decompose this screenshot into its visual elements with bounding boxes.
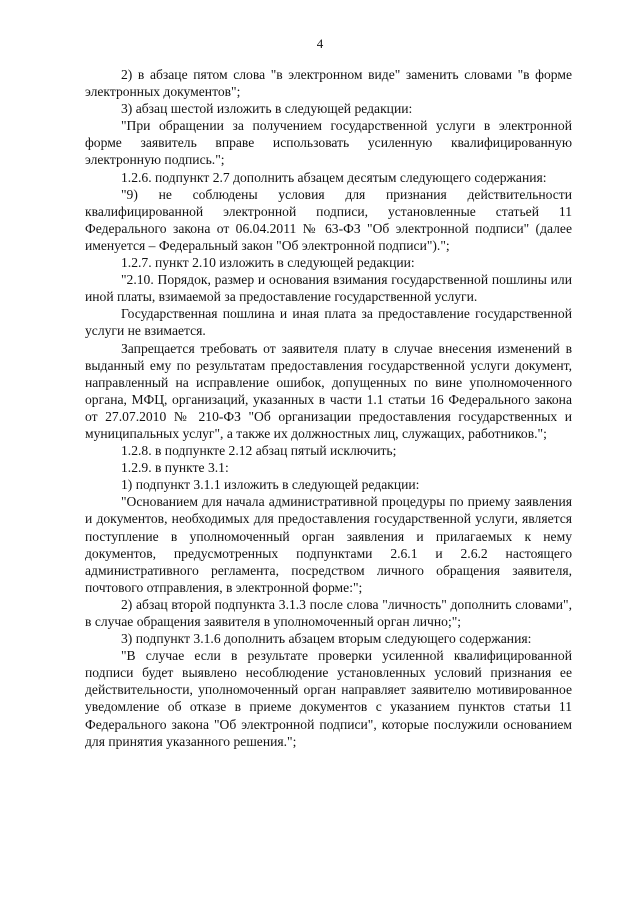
document-body	[85, 66, 572, 750]
paragraph: "В случае если в результате проверки усиленной квалифицированной подписи будет выявлено несоблюдение установленных условий признания ее действительности, уполномоченный орган направляет заявителю мотивированное уведомление об отказе в приеме документов с указанием пунктов статьи 11 Федерального закона "Об электронной подписи", которые послужили основанием для принятия указанного решения.";	[85, 648, 572, 749]
paragraph: 3) абзац шестой изложить в следующей редакции:	[121, 101, 413, 117]
paragraph: 2) в абзаце пятом слова "в электронном виде" заменить словами "в форме электронных документов";	[85, 67, 572, 100]
paragraph: 3) подпункт 3.1.6 дополнить абзацем вторым следующего содержания:	[121, 631, 532, 647]
paragraph: 1.2.9. в пункте 3.1:	[121, 460, 229, 476]
page-number: 4	[316, 36, 324, 51]
paragraph: "2.10. Порядок, размер и основания взимания государственной пошлины или иной платы, взимаемой за предоставление государственной услуги.	[85, 272, 572, 305]
paragraph: 1.2.7. пункт 2.10 изложить в следующей редакции:	[121, 255, 415, 271]
paragraph: "При обращении за получением государственной услуги в электронной форме заявитель вправе использовать усиленную квалифицированную электронную подпись.";	[85, 118, 572, 168]
paragraph: 1.2.6. подпункт 2.7 дополнить абзацем десятым следующего содержания:	[121, 169, 547, 185]
paragraph: Государственная пошлина и иная плата за предоставление государственной услуги не взимается.	[85, 306, 572, 339]
paragraph: 1.2.8. в подпункте 2.12 абзац пятый исключить;	[121, 443, 397, 459]
paragraph: "Основанием для начала административной процедуры по приему заявления и документов, необходимых для предоставления государственной услуги, является поступление в уполномоченный орган заявления и прилагаемых к нему документов, предусмотренных подпунктами 2.6.1 и 2.6.2 настоящего административного регламента, посредством личного обращения заявителя, почтового отправления, в электронной форме:";	[85, 494, 572, 595]
paragraph: 1) подпункт 3.1.1 изложить в следующей редакции:	[121, 477, 420, 493]
paragraph: 2) абзац второй подпункта 3.1.3 после слова "личность" дополнить словами", в случае обращения заявителя в уполномоченный орган лично;";	[85, 596, 572, 629]
paragraph: "9) не соблюдены условия для признания действительности квалифицированной электронной подписи, установленные статьей 11 Федерального закона от 06.04.2011 № 63-ФЗ "Об электронной подписи" (далее именуется – Федеральный закон "Об электронной подписи").";	[85, 186, 572, 253]
paragraph: Запрещается требовать от заявителя плату в случае внесения изменений в выданный ему по результатам предоставления государственной услуги документ, направленный на исправление ошибок, допущенных по вине уполномоченного органа, МФЦ, организаций, указанных в части 1.1 статьи 16 Федерального закона от 27.07.2010 № 210-ФЗ "Об организации предоставления государственных и муниципальных услуг", а также их должностных лиц, служащих, работников.";	[85, 340, 572, 441]
